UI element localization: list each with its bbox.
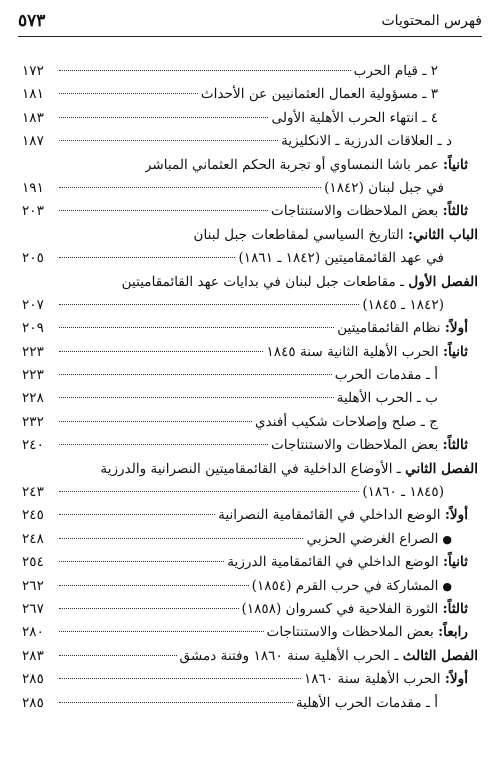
entry-page: ١٨٣ (22, 109, 44, 126)
entry-label: ثانياً: (443, 554, 468, 571)
toc-entry (22, 598, 478, 621)
entry-title: ـ الأوضاع الداخلية في القائمقاميتين النصرانية والدرزية (100, 460, 401, 477)
toc-entry (22, 317, 478, 340)
dot-leader (59, 561, 224, 562)
entry-page: ٢٨٣ (22, 647, 44, 664)
toc-entry (22, 645, 478, 668)
dot-leader (59, 608, 239, 609)
toc-entry (22, 387, 478, 410)
entry-text (242, 598, 468, 621)
entry-title: بعض الملاحظات والاستنتاجات (271, 203, 439, 220)
entry-page: ٢٤٣ (22, 484, 44, 501)
dot-leader (59, 210, 268, 211)
dot-leader (59, 514, 215, 515)
entry-page: ٢٣٢ (22, 413, 44, 430)
entry-title: نظام القائمقاميتين (337, 320, 441, 337)
toc-entry (22, 551, 478, 574)
entry-text (252, 575, 452, 598)
entry-title: الصراع الغرضي الحزبي (306, 530, 439, 547)
entry-text (266, 341, 468, 364)
entry-label: أولاً: (444, 507, 468, 524)
dot-leader (59, 491, 359, 492)
entry-label: أولاً: (444, 320, 468, 337)
entry-text (180, 645, 478, 668)
entry-page: ٢٨٥ (22, 694, 44, 711)
entry-title: الحرب الأهلية الثانية سنة ١٨٤٥ (266, 343, 439, 360)
entry-text: ٢ ـ قيام الحرب (353, 63, 438, 79)
entry-page: ٢٢٨ (22, 390, 44, 407)
entry-text (193, 224, 478, 247)
toc-entry (22, 364, 478, 387)
toc-entry (22, 154, 478, 177)
entry-label: ثالثاً: (442, 600, 468, 617)
entry-text: ج ـ صلح وإصلاحات شكيب أفندي (254, 413, 438, 430)
toc-entry (22, 481, 478, 504)
toc-entry (22, 224, 478, 247)
entry-text (145, 154, 468, 177)
entry-text: (١٨٤٢ ـ ١٨٤٥) (362, 296, 444, 313)
dot-leader (59, 397, 334, 398)
entry-text: د ـ العلاقات الدرزية ـ الانكليزية (281, 133, 452, 150)
entry-page: ١٨٧ (22, 133, 44, 150)
entry-page: ١٧٢ (22, 63, 44, 79)
entry-text (218, 504, 468, 527)
entry-page: ١٨١ (22, 86, 44, 103)
entry-page: ٢٠٩ (22, 320, 44, 337)
dot-leader (59, 93, 198, 94)
toc-entry (22, 411, 478, 434)
entry-text (100, 458, 478, 481)
toc-entry (22, 83, 478, 106)
entry-label: ثالثاً: (442, 203, 468, 220)
toc-entry (22, 668, 478, 691)
entry-title: المشاركة في حرب القرم (١٨٥٤) (251, 577, 439, 594)
entry-page: ١٩١ (22, 179, 44, 196)
header-rule (18, 36, 482, 37)
page-number: ٥٧٣ (18, 11, 46, 31)
entry-text (306, 528, 452, 551)
entry-page: ٢٦٧ (22, 600, 44, 617)
toc-entry (22, 177, 478, 200)
entry-title: الوضع الداخلي في القائمقامية النصرانية (218, 507, 441, 524)
toc-entry (22, 621, 478, 644)
entry-text: ٣ ـ مسؤولية العمال العثمانيين عن الأحداث (200, 86, 438, 103)
entry-page: ٢٦٢ (22, 577, 44, 594)
toc-entry (22, 341, 478, 364)
toc-entry (22, 60, 478, 83)
bullet-icon: ● (442, 532, 452, 546)
entry-page: ٢٥٤ (22, 554, 44, 571)
running-title: فهرس المحتويات (381, 13, 482, 29)
dot-leader (59, 70, 351, 71)
entry-text: أ ـ مقدمات الحرب الأهلية (295, 694, 438, 711)
entry-page: ٢٤٨ (22, 530, 44, 547)
entry-title: التاريخ السياسي لمقاطعات جبل لبنان (193, 226, 404, 243)
entry-text: أ ـ مقدمات الحرب (334, 367, 438, 384)
dot-leader (59, 117, 268, 118)
entry-text (122, 271, 478, 294)
entry-title: الثورة الفلاحية في كسروان (١٨٥٨) (241, 600, 439, 617)
dot-leader (59, 585, 249, 586)
entry-label: ثانياً: (443, 343, 468, 360)
entry-title: بعض الملاحظات والاستنتاجات (271, 437, 439, 454)
page-header (18, 10, 482, 32)
entry-text (304, 668, 468, 691)
table-of-contents (22, 60, 478, 715)
dot-leader (59, 374, 332, 375)
dot-leader (59, 702, 293, 703)
entry-page: ٢٢٣ (22, 343, 44, 360)
toc-entry (22, 458, 478, 481)
dot-leader (59, 421, 252, 422)
entry-page: ٢٨٥ (22, 671, 44, 688)
entry-label: أولاً: (444, 671, 468, 688)
toc-entry (22, 200, 478, 223)
entry-text: ب ـ الحرب الأهلية (336, 390, 438, 407)
entry-title: عمر باشا النمساوي أو تجربة الحكم العثماني المباشر (144, 156, 439, 173)
toc-entry (22, 692, 478, 715)
entry-label: الفصل الثاني (405, 460, 478, 477)
dot-leader (59, 538, 303, 539)
toc-entry (22, 294, 478, 317)
toc-entry (22, 528, 478, 551)
toc-entry (22, 107, 478, 130)
entry-label: ثانياً: (443, 156, 468, 173)
dot-leader (59, 444, 268, 445)
dot-leader (59, 655, 177, 656)
entry-text (337, 317, 468, 340)
entry-title: الحرب الأهلية سنة ١٨٦٠ (304, 671, 441, 688)
entry-title: بعض الملاحظات والاستنتاجات (266, 624, 434, 641)
entry-text: في جبل لبنان (١٨٤٢) (324, 179, 444, 196)
bullet-icon: ● (442, 579, 452, 593)
toc-entry (22, 434, 478, 457)
entry-label: رابعاً: (438, 624, 468, 641)
entry-page: ٢٠٧ (22, 296, 44, 313)
dot-leader (59, 631, 264, 632)
dot-leader (59, 257, 235, 258)
entry-text (267, 621, 468, 644)
entry-page: ٢٠٣ (22, 203, 44, 220)
dot-leader (59, 327, 334, 328)
dot-leader (59, 304, 359, 305)
entry-page: ٢٤٥ (22, 507, 44, 524)
entry-text: ٤ ـ انتهاء الحرب الأهلية الأولى (271, 109, 438, 126)
entry-label: الباب الثاني: (408, 226, 478, 243)
entry-label: الفصل الأول (408, 273, 478, 290)
dot-leader (59, 351, 263, 352)
entry-title: الوضع الداخلي في القائمقامية الدرزية (227, 554, 439, 571)
dot-leader (59, 187, 321, 188)
entry-title: ـ الحرب الأهلية سنة ١٨٦٠ وفتنة دمشق (179, 647, 399, 664)
entry-text: في عهد القائمقاميتين (١٨٤٢ ـ ١٨٦١) (238, 250, 444, 267)
entry-label: ثالثاً: (442, 437, 468, 454)
entry-text: (١٨٤٥ ـ ١٨٦٠) (362, 484, 444, 501)
toc-entry (22, 504, 478, 527)
entry-page: ٢٠٥ (22, 250, 44, 267)
entry-page: ٢٢٣ (22, 367, 44, 384)
entry-text (271, 434, 468, 457)
entry-text (271, 200, 468, 223)
toc-entry (22, 247, 478, 270)
entry-page: ٢٨٠ (22, 624, 44, 641)
toc-entry (22, 575, 478, 598)
toc-entry (22, 271, 478, 294)
entry-title: ـ مقاطعات جبل لبنان في بدايات عهد القائمقاميتين (121, 273, 405, 290)
entry-label: الفصل الثالث (402, 647, 478, 664)
dot-leader (59, 140, 278, 141)
dot-leader (59, 678, 301, 679)
toc-entry (22, 130, 478, 153)
entry-page: ٢٤٠ (22, 437, 44, 454)
entry-text (227, 551, 468, 574)
